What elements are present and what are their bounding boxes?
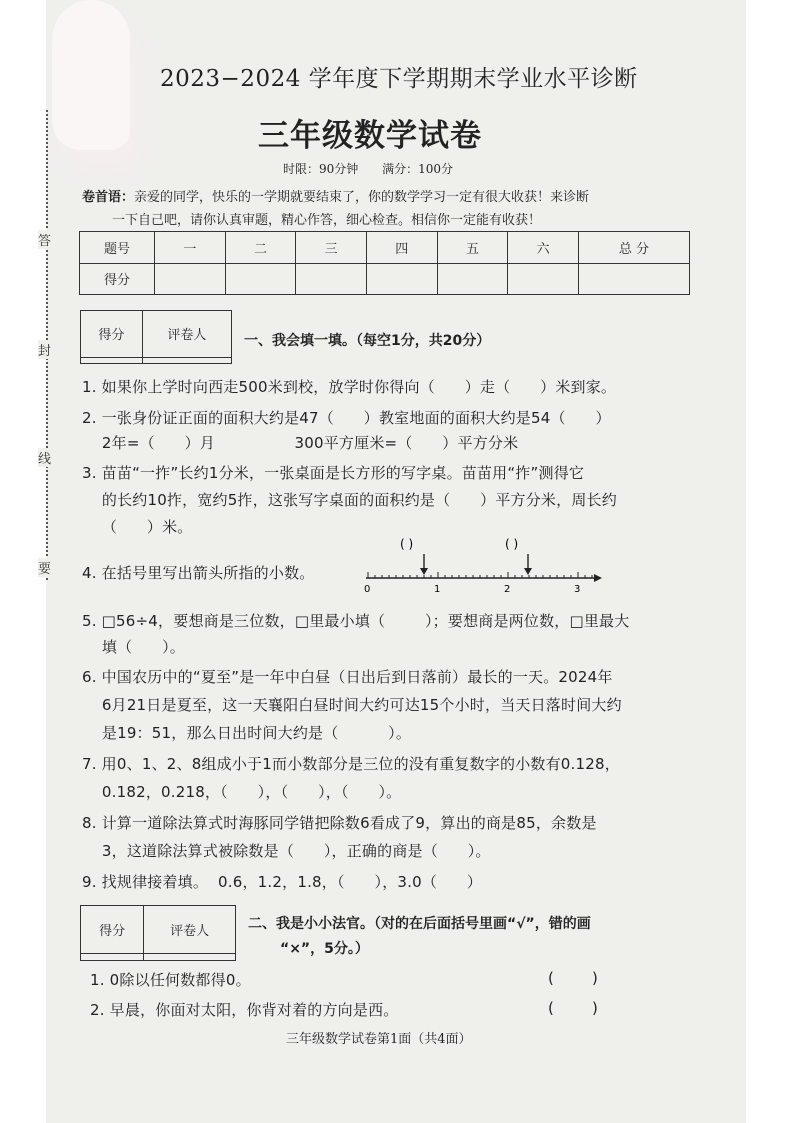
question-line: 8. 计算一道除法算式时海豚同学错把除数6看成了9，算出的商是85，余数是	[82, 814, 597, 832]
intro-label: 卷首语：	[82, 190, 135, 205]
question-line: 2年=（ ）月 300平方厘米=（ ）平方分米	[82, 434, 519, 452]
tick-label: 0	[364, 584, 371, 595]
arrowhead-right	[524, 568, 532, 575]
question-line: 填（ ）。	[82, 638, 185, 656]
intro-paragraph	[82, 186, 694, 232]
section-2-title-line-1: 二、我是小小法官。（对的在后面括号里画“√”，错的画	[248, 916, 591, 932]
question-line: 9. 找规律接着填。 0.6，1.2，1.8，（ ），3.0（ ）	[82, 873, 483, 891]
intro-line-2: 一下自己吧，请你认真审题，精心作答，细心检查。相信你一定能有收获！	[112, 213, 542, 228]
judge-question: 2. 早晨，你面对太阳，你背对着的方向是西。	[90, 1001, 399, 1019]
question-line: （ ）米。	[82, 518, 193, 536]
tick-group	[368, 572, 592, 578]
score-input-cell[interactable]	[366, 263, 437, 295]
question-line: 是19：51，那么日出时间大约是（ ）。	[82, 724, 412, 742]
number-line-paren-right[interactable]: ( )	[505, 537, 519, 551]
tick-label: 1	[434, 584, 441, 595]
grader-score-label: 得分	[81, 311, 143, 358]
question-line: 5. □56÷4，要想商是三位数，□里最小填（ ）；要想商是两位数，□里最大	[82, 612, 630, 630]
score-table-score-row	[80, 263, 690, 295]
score-cell: 五	[437, 232, 508, 264]
grader-name-label: 评卷人	[144, 906, 236, 954]
score-cell: 二	[225, 232, 296, 264]
axis-arrowhead	[594, 574, 602, 582]
score-input-cell[interactable]	[437, 263, 508, 295]
score-cell: 一	[155, 232, 226, 264]
section-1-title: 一、我会填一填。（每空1分，共20分）	[244, 333, 491, 349]
number-line	[360, 536, 604, 598]
tick-label: 2	[504, 584, 511, 595]
grader-score-cell[interactable]	[81, 954, 144, 961]
question-line: 6. 中国农历中的“夏至”是一年中白昼（日出后到日落前）最长的一天。2024年	[82, 668, 613, 686]
number-line-paren-left[interactable]: ( )	[400, 537, 414, 551]
question-line: 的长约10拃，宽约5拃，这张写字桌面的面积约是（ ）平方分米，周长约	[82, 491, 617, 509]
score-input-cell[interactable]	[296, 263, 367, 295]
question-line: 3，这道除法算式被除数是（ ），正确的商是（ ）。	[82, 842, 491, 860]
judge-answer-paren[interactable]: ( )	[548, 999, 598, 1017]
score-cell: 得分	[80, 263, 155, 295]
score-cell: 六	[508, 232, 579, 264]
section-2-title-line-2: “×”，5分。）	[280, 941, 369, 957]
grader-box	[80, 310, 232, 364]
question-line: 0.182，0.218，（ ），（ ），（ ）。	[82, 783, 402, 801]
grader-name-label: 评卷人	[142, 311, 231, 358]
intro-line-1: 亲爱的同学，快乐的一学期就要结束了，你的数学学习一定有很大收获！来诊断	[134, 190, 590, 205]
score-cell: 四	[366, 232, 437, 264]
full-score: 满分：100分	[382, 162, 454, 176]
arrowhead-left	[420, 568, 428, 575]
judge-answer-paren[interactable]: ( )	[548, 969, 598, 987]
grader-box	[80, 905, 236, 961]
score-cell: 总 分	[579, 232, 690, 264]
score-cell: 题号	[80, 232, 155, 264]
question-line: 2. 一张身份证正面的面积大约是47（ ）教室地面的面积大约是54（ ）	[82, 409, 611, 427]
question-line: 7. 用0、1、2、8组成小于1而小数部分是三位的没有重复数字的小数有0.128，	[82, 755, 620, 773]
score-table	[79, 231, 690, 295]
tick-label: 3	[574, 584, 581, 595]
binding-char: 线	[38, 448, 51, 467]
score-input-cell[interactable]	[225, 263, 296, 295]
grader-name-cell[interactable]	[142, 357, 231, 363]
time-limit: 时限：90分钟	[283, 162, 359, 176]
question-line: 6月21日是夏至，这一天襄阳白昼时间大约可达15个小时，当天日落时间大约	[82, 696, 622, 714]
binding-char: 封	[38, 340, 51, 359]
binding-char: 要	[38, 558, 51, 577]
score-input-cell[interactable]	[155, 263, 226, 295]
question-line: 3. 苗苗“一拃”长约1分米，一张桌面是长方形的写字桌。苗苗用“拃”测得它	[82, 464, 585, 482]
score-input-cell[interactable]	[508, 263, 579, 295]
question-line: 4. 在括号里写出箭头所指的小数。	[82, 564, 315, 582]
exam-header-title: 2023−2024 学年度下学期期末学业水平诊断	[160, 66, 638, 92]
page-footer: 三年级数学试卷第1面（共4面）	[286, 1032, 472, 1047]
exam-main-title: 三年级数学试卷	[258, 118, 482, 154]
score-cell: 三	[296, 232, 367, 264]
judge-question: 1. 0除以任何数都得0。	[90, 971, 251, 989]
score-table-header-row	[80, 232, 690, 264]
grader-name-cell[interactable]	[144, 954, 236, 961]
exam-meta	[283, 160, 473, 177]
grader-score-cell[interactable]	[81, 357, 143, 363]
grader-score-label: 得分	[81, 906, 144, 954]
binding-char: 答	[38, 230, 51, 249]
question-line: 1. 如果你上学时向西走500米到校，放学时你得向（ ）走（ ）米到家。	[82, 378, 617, 396]
redaction-smudge	[52, 0, 130, 150]
score-input-cell[interactable]	[579, 263, 690, 295]
